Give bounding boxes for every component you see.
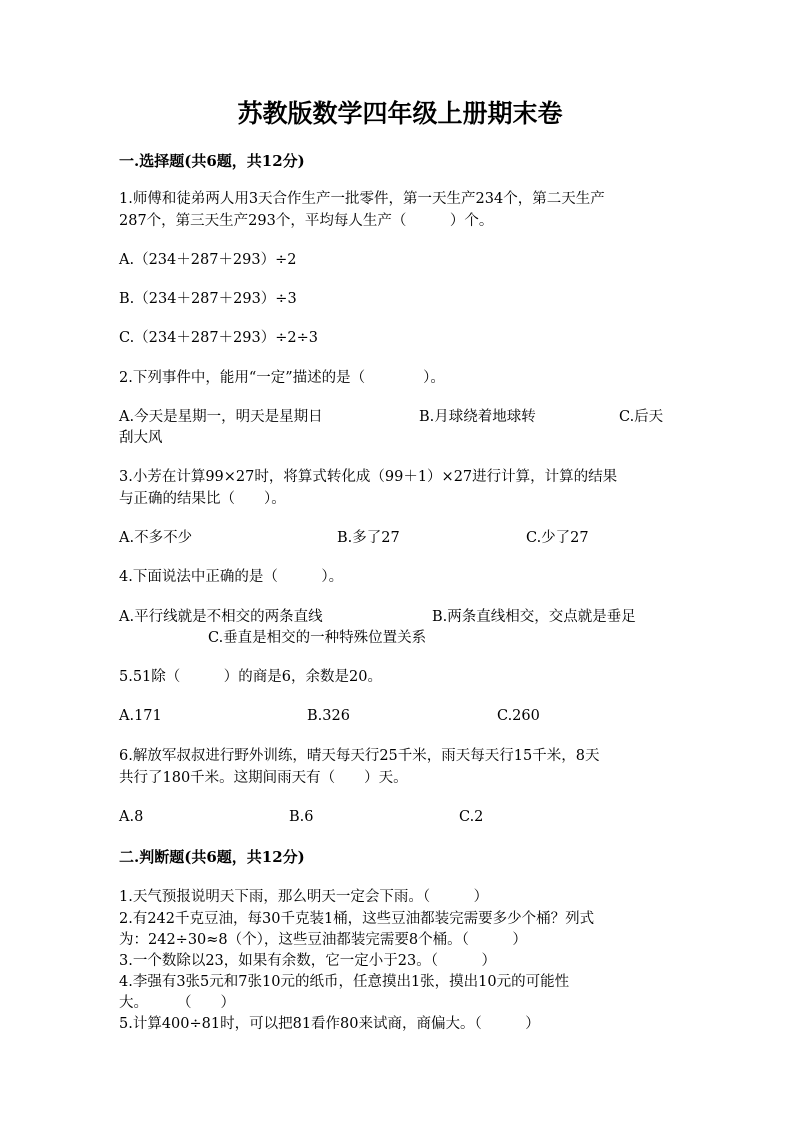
q4-stem: 4.下面说法中正确的是（ ）。 xyxy=(119,569,344,585)
q4-option-a: A.平行线就是不相交的两条直线 xyxy=(119,609,323,625)
section-1-heading: 一.选择题(共6题，共12分) xyxy=(119,152,305,170)
q3-option-b: B.多了27 xyxy=(337,530,400,546)
q5-option-a: A.171 xyxy=(119,708,162,724)
q6-stem-line-2: 共行了180千米。这期间雨天有（ ）天。 xyxy=(119,770,408,786)
q1-option-b: B.（234＋287＋293）÷3 xyxy=(119,291,297,307)
q1-option-c: C.（234＋287＋293）÷2÷3 xyxy=(119,330,318,346)
q3-stem-line-1: 3.小芳在计算99×27时，将算式转化成（99＋1）×27进行计算，计算的结果 xyxy=(119,469,618,485)
q2-option-a: A.今天是星期一，明天是星期日 xyxy=(119,409,323,425)
q6-option-a: A.8 xyxy=(119,809,144,825)
section-2-heading: 二.判断题(共6题，共12分) xyxy=(119,848,305,866)
judge-3: 3.一个数除以23，如果有余数，它一定小于23。（ ） xyxy=(119,953,496,969)
q1-stem-line-2: 287个，第三天生产293个，平均每人生产（ ）个。 xyxy=(119,213,494,229)
q6-option-c: C.2 xyxy=(459,809,484,825)
judge-4-line-2: 大。 （ ） xyxy=(119,995,235,1011)
q6-option-b: B.6 xyxy=(289,809,314,825)
q3-option-a: A.不多不少 xyxy=(119,530,193,546)
q5-option-b: B.326 xyxy=(307,708,350,724)
q5-stem: 5.51除（ ）的商是6，余数是20。 xyxy=(119,669,382,685)
judge-5: 5.计算400÷81时，可以把81看作80来试商，商偏大。（ ） xyxy=(119,1016,540,1032)
q4-option-c: C.垂直是相交的一种特殊位置关系 xyxy=(208,630,427,646)
judge-1: 1.天气预报说明天下雨，那么明天一定会下雨。（ ） xyxy=(119,889,489,905)
judge-2-line-1: 2.有242千克豆油，每30千克装1桶，这些豆油都装完需要多少个桶？列式 xyxy=(119,911,595,927)
page-title: 苏教版数学四年级上册期末卷 xyxy=(237,99,563,128)
judge-4-line-1: 4.李强有3张5元和7张10元的纸币，任意摸出1张，摸出10元的可能性 xyxy=(119,974,570,990)
q1-stem-line-1: 1.师傅和徒弟两人用3天合作生产一批零件，第一天生产234个，第二天生产 xyxy=(119,191,605,207)
q4-option-b: B.两条直线相交，交点就是垂足 xyxy=(432,609,636,625)
q3-option-c: C.少了27 xyxy=(526,530,589,546)
q3-stem-line-2: 与正确的结果比（ ）。 xyxy=(119,491,286,507)
judge-2-line-2: 为：242÷30≈8（个），这些豆油都装完需要8个桶。（ ） xyxy=(119,932,527,948)
q2-option-c-continued: 刮大风 xyxy=(119,430,163,446)
q2-option-b: B.月球绕着地球转 xyxy=(419,409,536,425)
q5-option-c: C.260 xyxy=(497,708,540,724)
q2-stem: 2.下列事件中，能用“一定”描述的是（ ）。 xyxy=(119,370,445,386)
q2-option-c: C.后天 xyxy=(619,409,664,425)
q6-stem-line-1: 6.解放军叔叔进行野外训练，晴天每天行25千米，雨天每天行15千米，8天 xyxy=(119,748,600,764)
q1-option-a: A.（234＋287＋293）÷2 xyxy=(119,252,297,268)
